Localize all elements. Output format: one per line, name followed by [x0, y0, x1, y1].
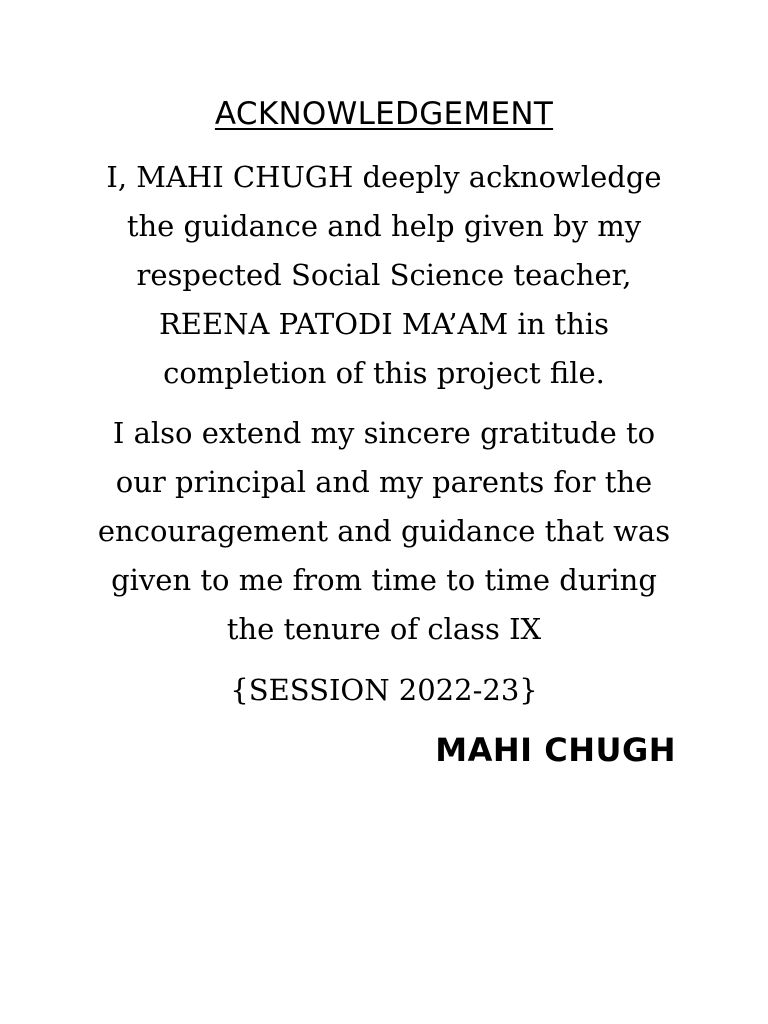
session-text: {SESSION 2022-23} [230, 673, 538, 707]
gratitude-paragraph [0, 409, 768, 654]
paragraph-line: REENA PATODI MA’AM in this [158, 307, 610, 341]
page-title: ACKNOWLEDGEMENT [214, 96, 554, 132]
paragraph-line: completion of this project file. [163, 356, 605, 390]
paragraph-line: the tenure of class IX [226, 612, 542, 646]
paragraph-line: encouragement and guidance that was [97, 514, 671, 548]
paragraph-line: our principal and my parents for the [115, 465, 653, 499]
paragraph-line: given to me from time to time during [111, 563, 657, 597]
paragraph-line: respected Social Science teacher, [136, 258, 632, 292]
paragraph-line: the guidance and help given by my [126, 209, 642, 243]
paragraph-line: I, MAHI CHUGH deeply acknowledge [106, 160, 662, 194]
paragraph-line: I also extend my sincere gratitude to [112, 416, 656, 450]
signature-name: MAHI CHUGH [435, 731, 676, 769]
acknowledgement-paragraph [0, 153, 768, 398]
